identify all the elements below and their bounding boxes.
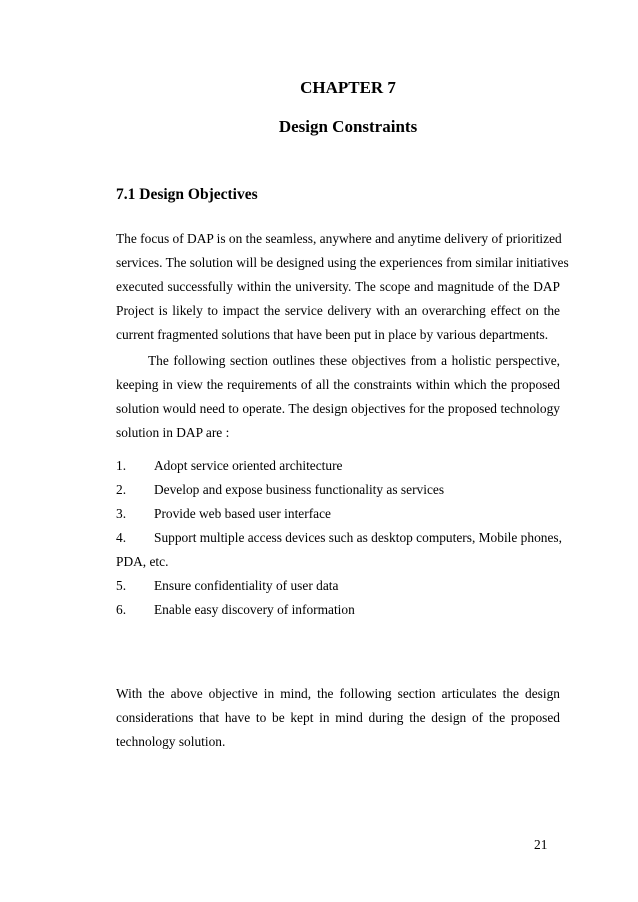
paragraph-line: The focus of DAP is on the seamless, anywhere and anytime delivery of prioritized	[116, 231, 562, 246]
chapter-title: Design Constraints	[278, 117, 418, 136]
section-heading: 7.1 Design Objectives	[116, 186, 258, 203]
list-item-number: 2.	[116, 482, 127, 497]
list-item-text: Provide web based user interface	[154, 506, 331, 521]
list-item-number: 5.	[116, 578, 127, 593]
list-item-text: Adopt service oriented architecture	[154, 458, 343, 473]
list-item-text: Enable easy discovery of information	[154, 602, 355, 617]
paragraph-line: services. The solution will be designed using the experiences from similar initiatives	[116, 255, 569, 270]
list-item	[116, 526, 560, 574]
paragraph-line: considerations that have to be kept in mind during the design of the proposed	[116, 710, 560, 725]
list-item	[116, 574, 560, 598]
paragraph-objectives-intro	[116, 349, 560, 445]
paragraph-line: current fragmented solutions that have been put in place by various departments.	[116, 327, 549, 342]
paragraph-line: Project is likely to impact the service delivery with an overarching effect on the	[116, 303, 560, 318]
list-item-text: Support multiple access devices such as desktop computers, Mobile phones,	[154, 530, 562, 545]
list-item-text-continued: PDA, etc.	[116, 554, 169, 569]
paragraph-line: solution would need to operate. The design objectives for the proposed technology	[116, 401, 560, 416]
list-item-number: 3.	[116, 506, 127, 521]
list-item-number: 4.	[116, 530, 127, 545]
paragraph-conclusion	[116, 682, 560, 754]
paragraph-line: With the above objective in mind, the following section articulates the design	[116, 686, 560, 701]
paragraph-line: executed successfully within the university. The scope and magnitude of the DAP	[116, 279, 560, 294]
list-item	[116, 502, 560, 526]
list-item-number: 1.	[116, 458, 127, 473]
list-item	[116, 454, 560, 478]
list-item-text: Ensure confidentiality of user data	[154, 578, 339, 593]
list-item-text: Develop and expose business functionality as services	[154, 482, 445, 497]
paragraph-line: The following section outlines these objectives from a holistic perspective,	[148, 353, 560, 368]
paragraph-line: keeping in view the requirements of all the constraints within which the proposed	[116, 377, 560, 392]
paragraph-intro	[116, 227, 569, 347]
list-item	[116, 478, 560, 502]
chapter-number: CHAPTER 7	[300, 78, 396, 97]
list-item-number: 6.	[116, 602, 127, 617]
paragraph-line: solution in DAP are :	[116, 425, 230, 440]
paragraph-line: technology solution.	[116, 734, 226, 749]
objectives-list	[116, 454, 560, 622]
page-number: 21	[534, 837, 548, 852]
list-item	[116, 598, 560, 622]
